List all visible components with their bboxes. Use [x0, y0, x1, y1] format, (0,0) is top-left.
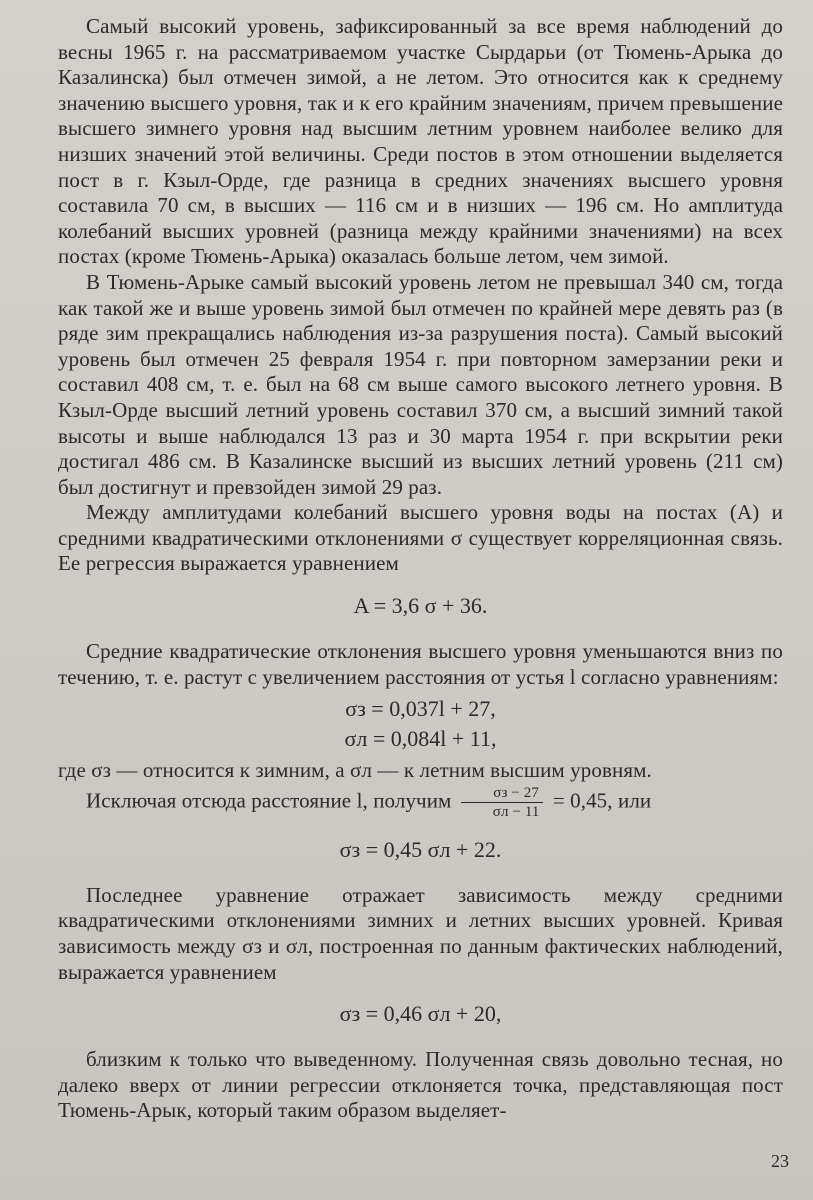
- paragraph-std-deviation: Средние квадратические отклонения высшего уровня уменьшаются вниз по течению, т. е. растут с увеличением расстояния от устья l согласно уравнениям:: [58, 639, 783, 689]
- paragraph-regression-deviation: близким к только что выведенному. Полученная связь довольно тесная, но далеко вверх от линии регрессии отклоняется точка, представляющая пост Тюмень-Арык, который таким образом выделяет-: [58, 1047, 783, 1123]
- sigma-ratio-fraction: [461, 784, 544, 821]
- equation-amplitude-regression: A = 3,6 σ + 36.: [353, 593, 488, 619]
- equation-sigma-relation: σз = 0,45 σл + 22.: [339, 836, 502, 862]
- equation-winter-distance: σз = 0,037l + 27,: [345, 696, 496, 722]
- fraction-denominator: σл − 11: [492, 803, 540, 820]
- paragraph-tyumen-aryk: В Тюмень-Арыке самый высокий уровень летом не превышал 340 см, тогда как такой же и выше уровень зимой был отмечен по крайней мере девять раз (в ряде зим прекращались наблюдения из-за разрушения поста). Самый высокий уровень был отмечен 25 февраля 1954 г. при повторном замерзании реки и составил 408 см, т. е. был на 68 см выше самого высокого летнего уровня. В Кзыл-Орде высший летний уровень составил 370 см, а высший зимний такой высоты и выше наблюдался 13 раз и 30 марта 1954 г. при вскрытии реки достигал 486 см. В Казалинске высший из высших летний уровень (211 см) был достигнут и превзойден зимой 29 раз.: [58, 269, 783, 499]
- equation-summer-distance: σл = 0,084l + 11,: [344, 726, 497, 752]
- paragraph-highest-level: Самый высокий уровень, зафиксированный за все время наблюдений до весны 1965 г. на рассматриваемом участке Сырдарьи (от Тюмень-Арыка до Казалинска) был отмечен зимой, а не летом. Это относится как к среднему значению высшего уровня, так и к его крайним значениям, причем превышение высшего зимнего уровня над высшим летним уровнем наиболее велико для низших значений этой величины. Среди постов в этом отношении выделяется пост в г. Кзыл-Орде, где разница в средних значениях высшего уровня составила 70 см, в высших — 116 см и в низших — 196 см. Но амплитуда колебаний высших уровней (разница между крайними значениями) на всех постах (кроме Тюмень-Арыка) оказалась больше летом, чем зимой.: [58, 14, 783, 269]
- paragraph-sigma-definitions: где σз — относится к зимним, а σл — к летним высшим уровням.: [58, 758, 652, 783]
- paragraph-exclude-distance: [58, 784, 783, 821]
- page-number: 23: [771, 1151, 789, 1171]
- equation-observed-relation: σз = 0,46 σл + 20,: [339, 1001, 502, 1027]
- exclude-distance-text: Исключая отсюда расстояние l, получим: [86, 788, 452, 813]
- fraction-result-text: = 0,45, или: [552, 788, 652, 813]
- paragraph-amplitude-correlation: Между амплитудами колебаний высшего уровня воды на постах (A) и средними квадратическими отклонениями σ существует корреляционная связь. Ее регрессия выражается уравнением: [58, 500, 783, 576]
- fraction-numerator: σз − 27: [461, 784, 544, 803]
- paragraph-curve-relation: Последнее уравнение отражает зависимость между средними квадратическими отклонениями зимних и летних высших уровней. Кривая зависимость между σз и σл, построенная по данным фактических наблюдений, выражается уравнением: [58, 882, 783, 984]
